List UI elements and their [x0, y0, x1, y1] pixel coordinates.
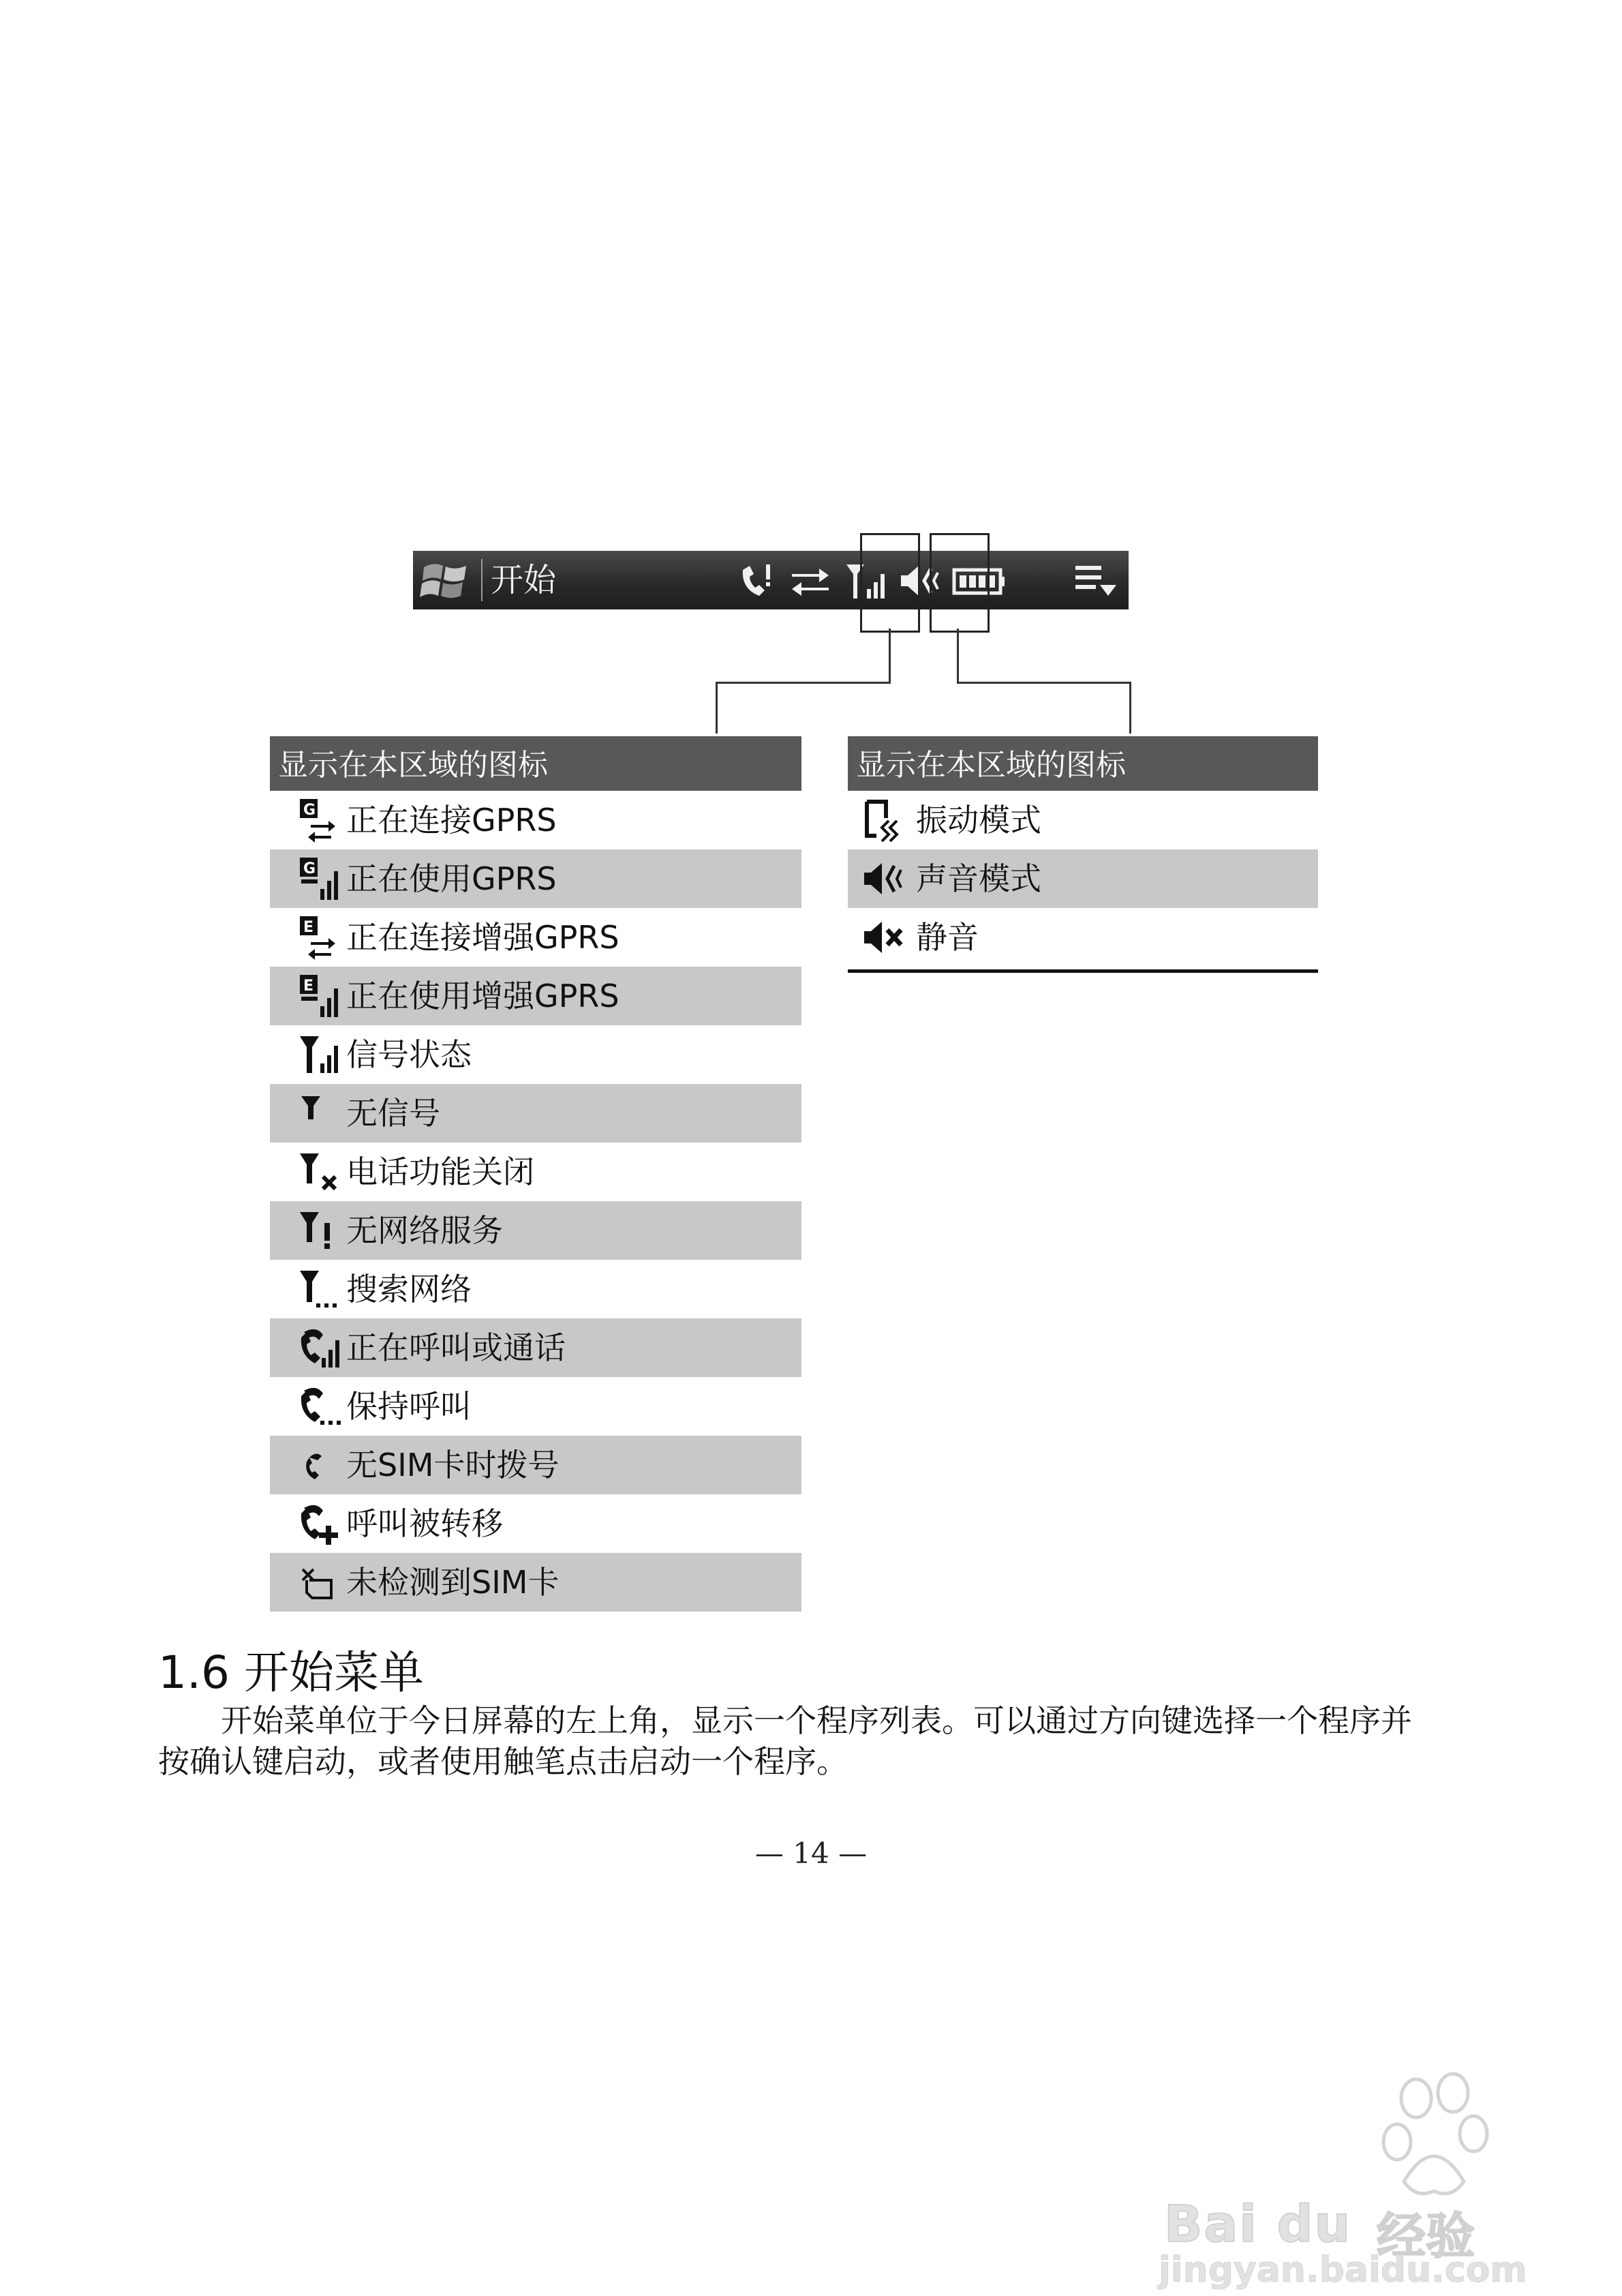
row-label: 正在使用GPRS	[346, 860, 557, 897]
table-row	[270, 1377, 801, 1436]
section-title: 1.6 开始菜单	[158, 1646, 424, 1699]
row-label: 声音模式	[916, 860, 1041, 897]
table-row	[270, 791, 801, 849]
row-label: 未检测到SIM卡	[346, 1564, 560, 1601]
page-number: — 14 —	[754, 1837, 868, 1870]
table-bottom-rule	[848, 969, 1318, 973]
row-label: 正在使用增强GPRS	[346, 978, 619, 1014]
no-network-icon	[297, 1208, 342, 1253]
body-paragraph	[158, 1700, 1473, 1782]
table-row	[270, 1318, 801, 1377]
svg-text:G: G	[303, 802, 316, 819]
connector-line	[716, 682, 891, 684]
status-bar	[413, 551, 1129, 609]
table-row	[270, 1260, 801, 1318]
table-header: 显示在本区域的图标	[848, 736, 1318, 791]
no-sim-dial-icon	[297, 1442, 342, 1487]
speaker-highlight-box	[930, 533, 990, 633]
svg-text:G: G	[303, 860, 316, 877]
connector-line	[1129, 682, 1131, 734]
call-hold-icon	[297, 1384, 342, 1429]
signal-highlight-box	[860, 533, 920, 633]
table-row	[270, 1084, 801, 1143]
phone-off-icon	[297, 1149, 342, 1194]
connector-line	[957, 629, 959, 683]
table-row	[270, 1553, 801, 1612]
connector-line	[957, 682, 1131, 684]
table-row	[848, 791, 1318, 849]
vibrate-icon	[861, 798, 906, 843]
left-icon-table	[270, 736, 801, 1612]
call-active-icon	[297, 1325, 342, 1370]
watermark-product: 经验	[1377, 2207, 1475, 2265]
table-row	[270, 1025, 801, 1084]
table-row	[270, 1436, 801, 1494]
sound-on-icon	[861, 856, 906, 901]
row-label: 静音	[916, 919, 979, 956]
table-row	[848, 849, 1318, 908]
start-separator	[481, 559, 483, 601]
egprs-connecting-icon	[297, 915, 342, 960]
row-label: 无信号	[346, 1095, 440, 1132]
row-label: 无网络服务	[346, 1212, 503, 1249]
phone-call-icon[interactable]	[736, 560, 777, 601]
table-row	[270, 849, 801, 908]
paragraph-line: 按确认键启动，或者使用触笔点击启动一个程序。	[158, 1743, 848, 1780]
call-forward-icon	[297, 1501, 342, 1546]
svg-text:E: E	[303, 919, 314, 936]
gprs-connecting-icon	[297, 798, 342, 843]
mute-icon	[861, 915, 906, 960]
row-label: 无SIM卡时拨号	[346, 1447, 560, 1483]
row-label: 信号状态	[346, 1036, 472, 1073]
searching-network-icon	[297, 1267, 342, 1312]
table-row	[270, 1201, 801, 1260]
row-label: 搜索网络	[346, 1271, 472, 1308]
no-signal-icon	[297, 1091, 342, 1136]
menu-icon[interactable]	[1071, 560, 1119, 601]
connector-line	[889, 629, 891, 683]
table-row	[270, 967, 801, 1025]
row-label: 保持呼叫	[346, 1388, 472, 1425]
table-header: 显示在本区域的图标	[270, 736, 801, 791]
row-label: 正在连接增强GPRS	[346, 919, 619, 956]
svg-text:E: E	[303, 978, 314, 995]
no-sim-icon	[297, 1560, 342, 1605]
right-icon-table	[848, 736, 1318, 967]
table-row	[270, 1494, 801, 1553]
row-label: 振动模式	[916, 802, 1041, 839]
windows-logo-icon[interactable]	[420, 560, 472, 601]
table-row	[270, 908, 801, 967]
egprs-in-use-icon	[297, 973, 342, 1018]
row-label: 呼叫被转移	[346, 1505, 503, 1542]
watermark-brand: Bai du	[1164, 2195, 1352, 2254]
row-label: 正在连接GPRS	[346, 802, 557, 839]
signal-strength-icon	[297, 1032, 342, 1077]
data-sync-icon[interactable]	[786, 560, 834, 601]
gprs-in-use-icon	[297, 856, 342, 901]
row-label: 正在呼叫或通话	[346, 1329, 566, 1366]
table-row	[848, 908, 1318, 967]
table-row	[270, 1143, 801, 1201]
start-label[interactable]: 开始	[491, 561, 557, 599]
connector-line	[716, 682, 718, 734]
paragraph-line: 开始菜单位于今日屏幕的左上角，显示一个程序列表。可以通过方向键选择一个程序并	[221, 1702, 1412, 1739]
watermark-url: jingyan.baidu.com	[1159, 2250, 1527, 2291]
row-label: 电话功能关闭	[346, 1153, 534, 1190]
